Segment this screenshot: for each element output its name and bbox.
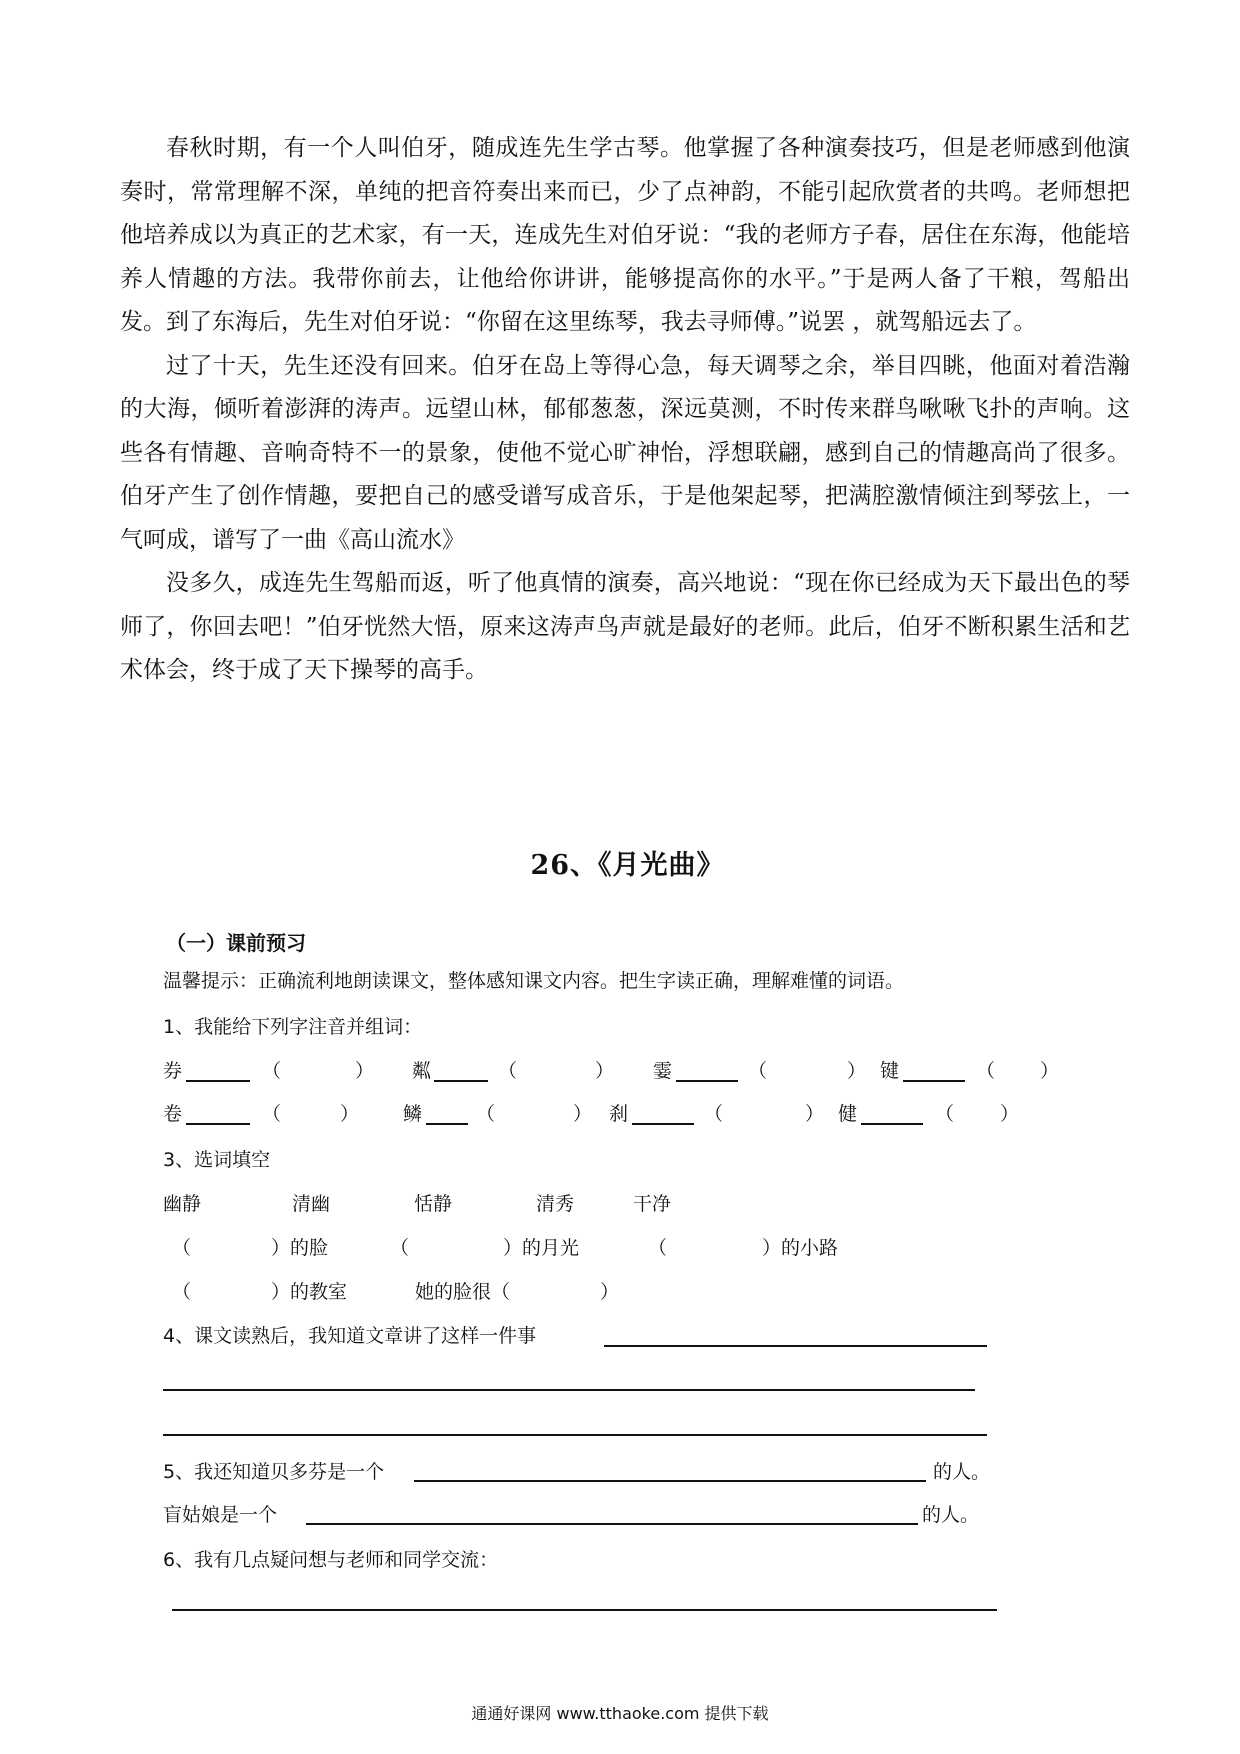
- fill-item: 她的脸很（: [415, 1281, 511, 1303]
- paren-close: ）: [1000, 1103, 1020, 1125]
- question-6: 6、我有几点疑问想与老师和同学交流：: [163, 1549, 499, 1571]
- paren-close: ）: [847, 1060, 867, 1082]
- word-option: 恬静: [414, 1193, 453, 1215]
- paren-close: ）: [805, 1103, 825, 1125]
- paren-close: ）: [573, 1103, 593, 1125]
- question-5b: 盲姑娘是一个: [163, 1504, 278, 1526]
- pinyin-blank[interactable]: [434, 1080, 488, 1082]
- answer-line[interactable]: [306, 1523, 918, 1525]
- section-heading: （一）课前预习: [166, 931, 306, 955]
- question-3: 3、选词填空: [163, 1149, 271, 1171]
- paren-close: ）: [355, 1060, 375, 1082]
- paren-open: （: [172, 1237, 192, 1259]
- question-1: 1、我能给下列字注音并组词：: [163, 1016, 423, 1038]
- paren-open: （: [390, 1237, 410, 1259]
- paren-close: ）: [340, 1103, 360, 1125]
- pinyin-blank[interactable]: [861, 1123, 923, 1125]
- char-item: 键: [880, 1060, 900, 1082]
- question-5b-end: 的人。: [922, 1504, 980, 1526]
- paren-open: （: [476, 1103, 496, 1125]
- story-paragraph-2: 过了十天，先生还没有回来。伯牙在岛上等得心急，每天调琴之余，举目四眺，他面对着浩瀚的大海，倾听着澎湃的涛声。远望山林，郁郁葱葱，深远莫测，不时传来群鸟啾啾飞扑的声响。这些各有情趣、音响奇特不一的景象，使他不觉心旷神怡，浮想联翩，感到自己的情趣高尚了很多。伯牙产生了创作情趣，要把自己的感受谱写成音乐，于是他架起琴，把满腔激情倾注到琴弦上，一气呵成，谱写了一曲《高山流水》: [120, 352, 1130, 553]
- fill-item: ）的脸: [271, 1237, 329, 1259]
- answer-line[interactable]: [172, 1609, 997, 1611]
- paren-open: （: [648, 1237, 668, 1259]
- paren-open: （: [976, 1060, 996, 1082]
- word-option: 幽静: [163, 1193, 202, 1215]
- pinyin-blank[interactable]: [632, 1123, 694, 1125]
- fill-item: ）的教室: [271, 1281, 348, 1303]
- paren-close: ）: [1040, 1060, 1060, 1082]
- pinyin-blank[interactable]: [903, 1080, 965, 1082]
- word-option: 清秀: [536, 1193, 575, 1215]
- paren-close: ）: [595, 1060, 615, 1082]
- paren-open: （: [172, 1281, 192, 1303]
- story-paragraph-3: 没多久，成连先生驾船而返，听了他真情的演奏，高兴地说：“现在你已经成为天下最出色的琴师了，你回去吧！”伯牙恍然大悟，原来这涛声鸟声就是最好的老师。此后，伯牙不断积累生活和艺术体会，终于成了天下操琴的高手。: [120, 570, 1130, 683]
- paren-open: （: [262, 1103, 282, 1125]
- paren-open: （: [704, 1103, 724, 1125]
- question-5: 5、我还知道贝多芬是一个: [163, 1461, 385, 1483]
- char-item: 鳞: [403, 1103, 423, 1125]
- pinyin-blank[interactable]: [676, 1080, 738, 1082]
- word-option: 干净: [633, 1193, 672, 1215]
- question-5-end: 的人。: [933, 1461, 991, 1483]
- paren-open: （: [498, 1060, 518, 1082]
- word-option: 清幽: [292, 1193, 331, 1215]
- answer-line[interactable]: [163, 1389, 975, 1391]
- paren-open: （: [935, 1103, 955, 1125]
- footer-credit: 通通好课网 www.tthaoke.com 提供下载: [471, 1704, 769, 1723]
- fill-item: ）的小路: [762, 1237, 839, 1259]
- paren-close: ）: [600, 1281, 620, 1303]
- lesson-title: 26、《月光曲》: [530, 850, 725, 881]
- char-item: 霎: [653, 1060, 673, 1082]
- question-4: 4、课文读熟后，我知道文章讲了这样一件事: [163, 1325, 537, 1347]
- pinyin-blank[interactable]: [186, 1080, 250, 1082]
- fill-item: ）的月光: [503, 1237, 580, 1259]
- char-item: 粼: [412, 1060, 432, 1082]
- paren-open: （: [748, 1060, 768, 1082]
- answer-line[interactable]: [414, 1480, 926, 1482]
- answer-line[interactable]: [604, 1345, 987, 1347]
- char-item: 刹: [609, 1103, 629, 1125]
- pinyin-blank[interactable]: [426, 1123, 468, 1125]
- answer-line[interactable]: [163, 1434, 987, 1436]
- tip-text: 温馨提示：正确流利地朗读课文，整体感知课文内容。把生字读正确，理解难懂的词语。: [163, 970, 905, 992]
- char-item: 券: [163, 1060, 183, 1082]
- paren-open: （: [262, 1060, 282, 1082]
- story-paragraph-1: 春秋时期，有一个人叫伯牙，随成连先生学古琴。他掌握了各种演奏技巧，但是老师感到他演奏时，常常理解不深，单纯的把音符奏出来而已，少了点神韵，不能引起欣赏者的共鸣。老师想把他培养成以为真正的艺术家，有一天，连成先生对伯牙说：“我的老师方子春，居住在东海，他能培养人情趣的方法。我带你前去，让他给你讲讲，能够提高你的水平。”于是两人备了干粮，驾船出发。到了东海后，先生对伯牙说：“你留在这里练琴，我去寻师傅。”说罢 ，就驾船远去了。: [120, 135, 1130, 335]
- pinyin-blank[interactable]: [186, 1123, 250, 1125]
- char-item: 卷: [163, 1103, 183, 1125]
- story-passage: [120, 127, 1130, 693]
- char-item: 健: [838, 1103, 858, 1125]
